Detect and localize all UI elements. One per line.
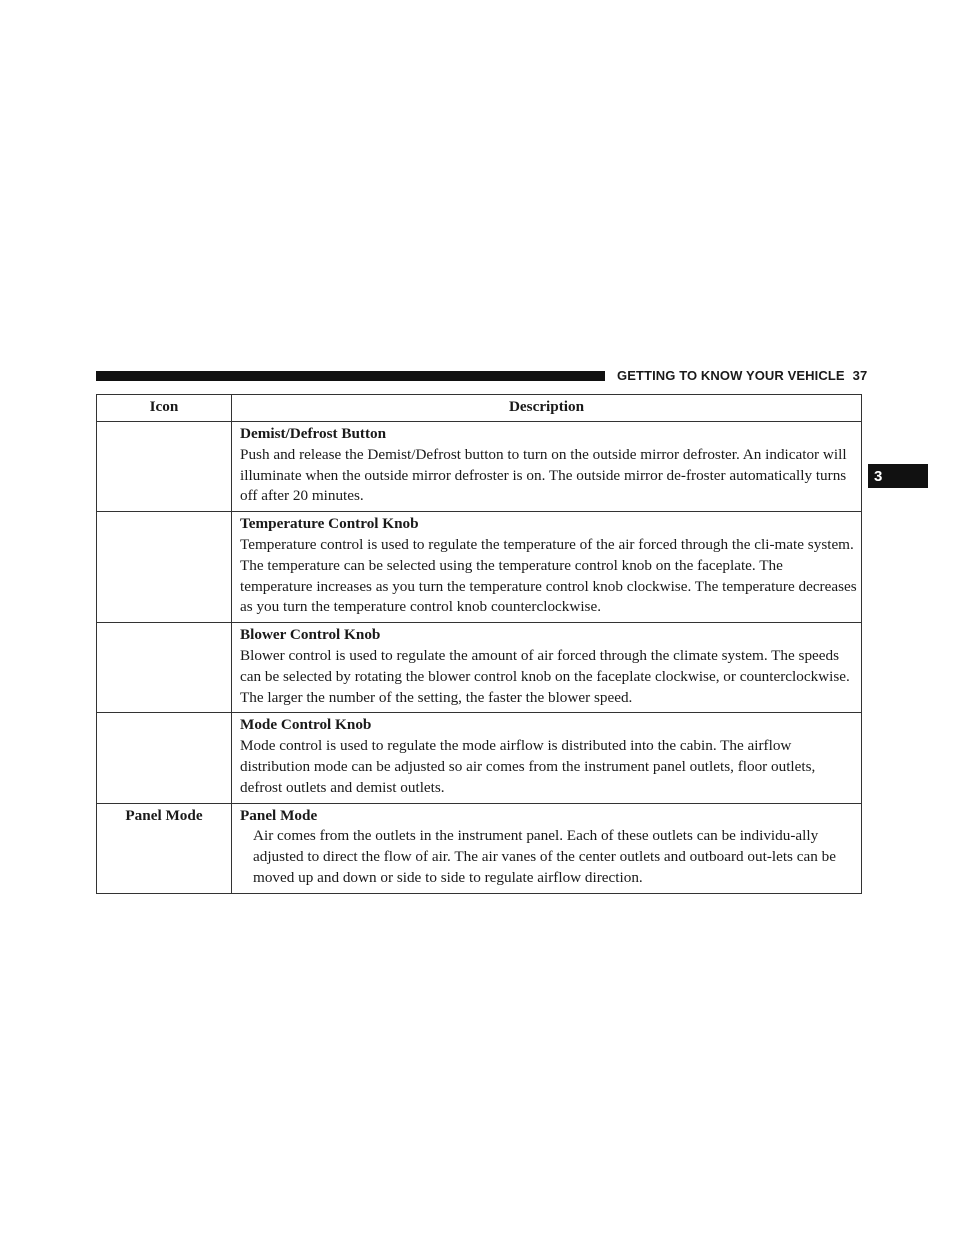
table-row [97, 803, 862, 893]
icon-cell [97, 512, 232, 623]
icon-cell [97, 623, 232, 713]
row-title: Panel Mode [240, 806, 318, 824]
header-rule [96, 371, 605, 381]
description-cell [232, 422, 862, 512]
table-row [97, 512, 862, 623]
icon-cell [97, 713, 232, 803]
row-title: Mode Control Knob [240, 716, 372, 734]
row-body: Blower control is used to regulate the amount of air forced through the climate system. The speeds can be selected by rotating the blower control knob on the faceplate clockwise, or counterclockwise. The larger the number of the setting, the faster the blower speed. [240, 646, 850, 706]
icon-cell: Panel Mode [97, 803, 232, 893]
table-row [97, 422, 862, 512]
row-title: Blower Control Knob [240, 626, 381, 644]
column-header-icon: Icon [97, 395, 232, 422]
table-row [97, 713, 862, 803]
description-cell [232, 623, 862, 713]
row-title: Temperature Control Knob [240, 515, 419, 533]
icon-cell [97, 422, 232, 512]
row-body: Mode control is used to regulate the mode airflow is distributed into the cabin. The airflow distribution mode can be adjusted so air comes from the instrument panel outlets, floor outlets, defrost outlets and demist outlets. [240, 737, 816, 796]
page-number: 37 [852, 368, 868, 383]
chapter-tab: 3 [868, 464, 928, 488]
description-cell [232, 512, 862, 623]
row-body: Push and release the Demist/Defrost button to turn on the outside mirror defroster. An indicator will illuminate when the outside mirror defroster is on. The outside mirror de-froster automatically turns off after 20 minutes. [240, 445, 847, 505]
table-header-row [97, 395, 862, 422]
section-title: GETTING TO KNOW YOUR VEHICLE [617, 368, 845, 383]
row-body: Temperature control is used to regulate the temperature of the air forced through the cli-mate system. The temperature can be selected using the temperature control knob on the faceplate. The temperature increases as you turn the temperature control knob clockwise. The temperature decreases as you turn the temperature control knob counterclockwise. [240, 535, 857, 616]
row-title: Demist/Defrost Button [240, 425, 387, 442]
description-cell [232, 713, 862, 803]
table-row [97, 623, 862, 713]
climate-controls-table [96, 394, 862, 894]
column-header-description: Description [232, 395, 862, 422]
row-body: Air comes from the outlets in the instrument panel. Each of these outlets can be individu-ally adjusted to direct the flow of air. The air vanes of the center outlets and outboard out-lets can be moved up and down or side to side to regulate airflow direction. [253, 827, 836, 886]
running-header [617, 368, 867, 383]
description-cell [232, 803, 862, 893]
